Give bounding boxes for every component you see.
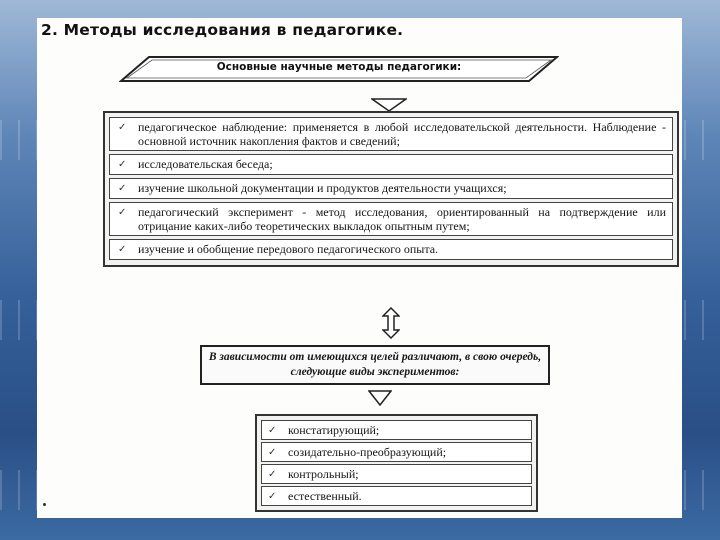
experiment-types-note: В зависимости от имеющихся целей различают, в свою очередь, следующие виды экспериментов: xyxy=(200,345,550,385)
methods-list xyxy=(103,111,679,267)
down-arrow-icon xyxy=(371,98,407,112)
type-item-ascertaining xyxy=(261,420,532,440)
type-text: констатирующий; xyxy=(288,422,380,437)
small-down-arrow-icon xyxy=(368,390,392,406)
banner-label: Основные научные методы педагогики: xyxy=(216,61,462,73)
slide-title: 2. Методы исследования в педагогике. xyxy=(41,21,404,39)
check-icon: ✓ xyxy=(268,491,277,502)
slide-page xyxy=(37,18,682,518)
double-arrow-icon xyxy=(382,307,400,339)
method-text: педагогическое наблюдение: применяется в любой исследовательской деятельности. Наблюдение - основной источник накопления фактов и сведений; xyxy=(138,120,666,148)
type-item-control xyxy=(261,464,532,484)
method-text: педагогический эксперимент - метод исследования, ориентированный на подтверждение или отрицание каких-либо теоретических выкладок опытным путем; xyxy=(138,205,666,233)
decorative-dot xyxy=(43,503,46,506)
type-text: созидательно-преобразующий; xyxy=(288,444,447,459)
check-icon: ✓ xyxy=(268,469,277,480)
method-item-conversation xyxy=(109,154,673,175)
method-text: изучение школьной документации и продуктов деятельности учащихся; xyxy=(138,181,507,195)
method-item-best-practice xyxy=(109,239,673,260)
type-text: контрольный; xyxy=(288,466,359,481)
check-icon: ✓ xyxy=(118,183,127,194)
method-item-observation xyxy=(109,117,673,151)
type-item-natural xyxy=(261,486,532,506)
method-item-documentation xyxy=(109,178,673,199)
method-item-experiment xyxy=(109,202,673,236)
check-icon: ✓ xyxy=(118,159,127,170)
check-icon: ✓ xyxy=(268,447,277,458)
experiment-types-list xyxy=(255,414,538,512)
check-icon: ✓ xyxy=(118,244,127,255)
type-text: естественный. xyxy=(288,488,362,503)
type-item-transformative xyxy=(261,442,532,462)
check-icon: ✓ xyxy=(118,207,127,218)
method-text: исследовательская беседа; xyxy=(138,157,273,171)
check-icon: ✓ xyxy=(268,425,277,436)
method-text: изучение и обобщение передового педагогического опыта. xyxy=(138,242,439,256)
methods-banner xyxy=(119,55,559,83)
check-icon: ✓ xyxy=(118,122,127,133)
